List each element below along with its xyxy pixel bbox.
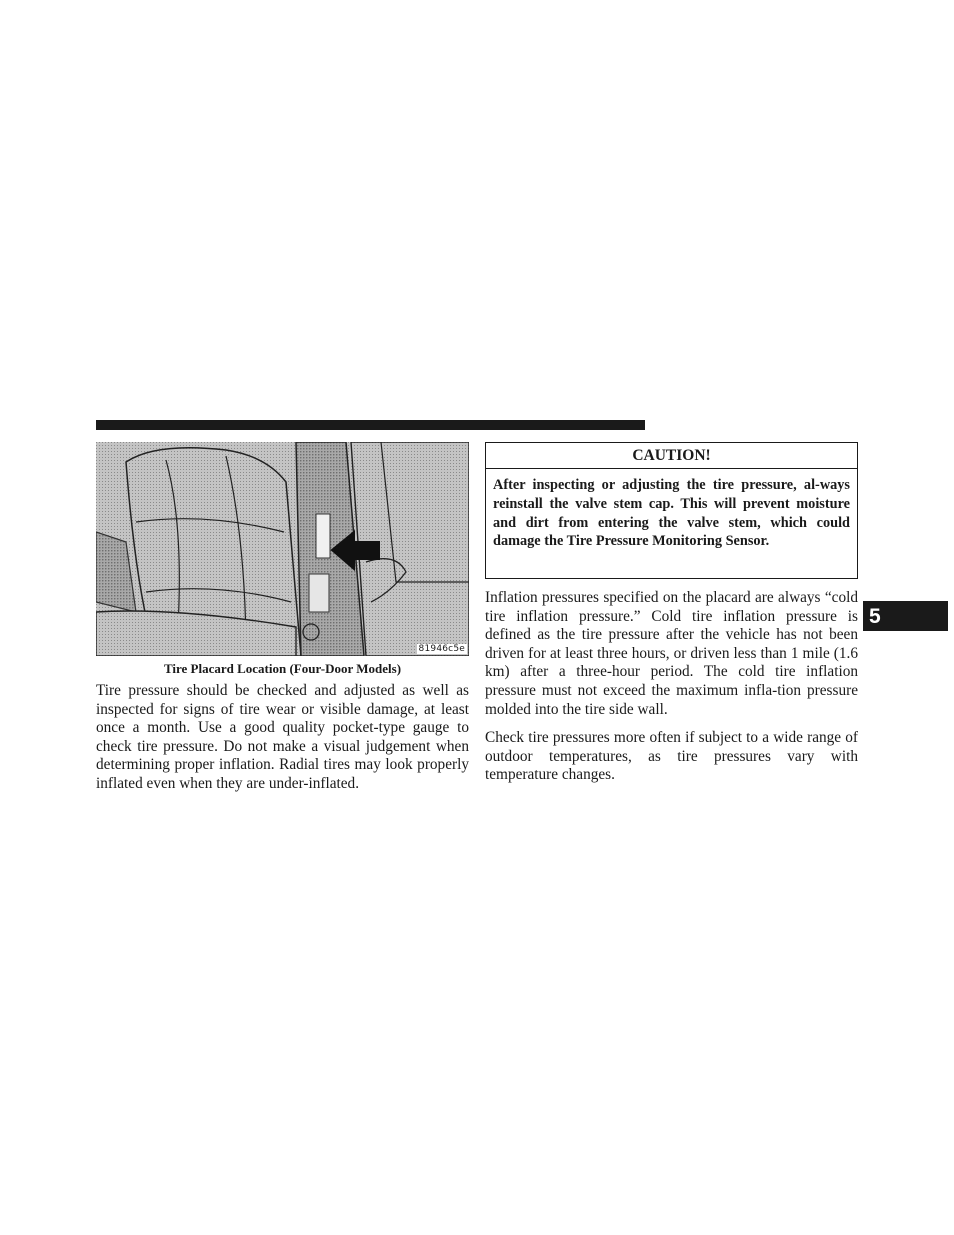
caution-box bbox=[485, 442, 858, 579]
tire-placard-figure bbox=[96, 442, 469, 656]
figure-code: 81946c5e bbox=[418, 644, 465, 654]
section-tab: 5 bbox=[863, 601, 948, 631]
inflation-pressure-paragraph: Inflation pressures specified on the placard are always “cold tire inflation pressure.” Cold tire inflation pressure is defined as the tire pressure after the vehicle has not been driven for at least three hours, or driven less than 1 mile (1.6 km) after a three-hour period. The cold tire inflation pressure must not exceed the maximum infla-tion pressure molded into the tire side wall. bbox=[485, 589, 858, 718]
tire-placard-illustration bbox=[96, 442, 469, 656]
caution-text: After inspecting or adjusting the tire pressure, al-ways reinstall the valve stem cap. This will prevent moisture and dirt from entering the valve stem, which could damage the Tire Pressure Monitoring Sensor. bbox=[493, 477, 850, 550]
temperature-paragraph: Check tire pressures more often if subject to a wide range of outdoor temperatures, as tire pressures vary with temperature changes. bbox=[485, 729, 858, 784]
header-rule bbox=[96, 420, 645, 430]
figure-caption: Tire Placard Location (Four-Door Models) bbox=[163, 661, 402, 676]
caution-title: CAUTION! bbox=[486, 443, 857, 469]
tire-pressure-paragraph: Tire pressure should be checked and adjusted as well as inspected for signs of tire wear or visible damage, at least once a month. Use a good quality pocket-type gauge to check tire pressure. Do not make a visual judgement when determining proper inflation. Radial tires may look properly inflated even when they are under-inflated. bbox=[96, 682, 469, 792]
tire-placard-label bbox=[316, 514, 330, 558]
